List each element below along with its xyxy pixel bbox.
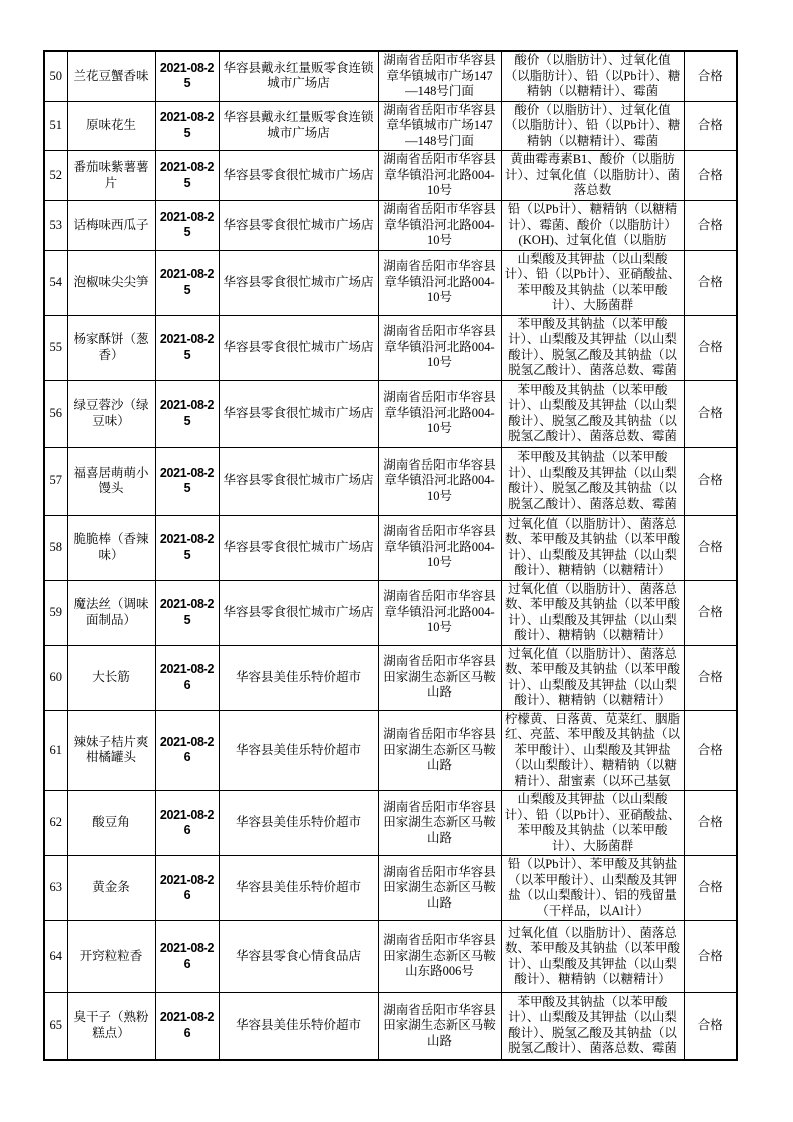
cell-store-address: 湖南省岳阳市华容县章华镇沿河北路004-10号 xyxy=(378,315,501,380)
cell-store-name: 华容县零食心情食品店 xyxy=(219,921,378,993)
cell-test-items: 过氧化值（以脂肪计）、菌落总数、苯甲酸及其钠盐（以苯甲酸计）、山梨酸及其钾盐（以山梨酸计）、糖精钠（以糖精计） xyxy=(501,645,684,710)
cell-sample-date: 2021-08-26 xyxy=(155,921,219,993)
cell-test-items: 酸价（以脂肪计）、过氧化值（以脂肪计）、铅（以Pb计）、糖精钠（以糖精计）、霉菌 xyxy=(501,101,684,151)
cell-product-name: 臭干子（熟粉糕点） xyxy=(67,993,155,1060)
cell-store-name: 华容县美佳乐特价超市 xyxy=(219,993,378,1060)
cell-store-address: 湖南省岳阳市华容县章华镇城市广场147—148号门面 xyxy=(378,51,501,101)
table-row xyxy=(44,380,737,447)
cell-sample-date: 2021-08-25 xyxy=(155,515,219,580)
cell-row-number: 54 xyxy=(44,250,67,315)
cell-result-badge: 合格 xyxy=(684,645,737,710)
cell-row-number: 61 xyxy=(44,710,67,791)
cell-store-address: 湖南省岳阳市华容县田家湖生态新区马鞍山东路006号 xyxy=(378,921,501,993)
cell-product-name: 开窍粒粒香 xyxy=(67,921,155,993)
table-row xyxy=(44,515,737,580)
cell-result-badge: 合格 xyxy=(684,250,737,315)
cell-product-name: 黄金条 xyxy=(67,856,155,921)
cell-sample-date: 2021-08-26 xyxy=(155,710,219,791)
inspection-results-table xyxy=(43,50,738,1061)
cell-store-address: 湖南省岳阳市华容县田家湖生态新区马鞍山路 xyxy=(378,993,501,1060)
cell-sample-date: 2021-08-26 xyxy=(155,993,219,1060)
cell-result-badge: 合格 xyxy=(684,447,737,515)
table-row xyxy=(44,921,737,993)
cell-sample-date: 2021-08-25 xyxy=(155,151,219,201)
cell-result-badge: 合格 xyxy=(684,710,737,791)
cell-test-items: 铅（以Pb计）、糖精钠（以糖精计）、霉菌、酸价（以脂肪计）(KOH)、过氧化值（以脂肪 xyxy=(501,201,684,251)
cell-store-name: 华容县戴永红量贩零食连锁城市广场店 xyxy=(219,101,378,151)
cell-result-badge: 合格 xyxy=(684,101,737,151)
cell-store-address: 湖南省岳阳市华容县章华镇沿河北路004-10号 xyxy=(378,250,501,315)
cell-test-items: 过氧化值（以脂肪计）、菌落总数、苯甲酸及其钠盐（以苯甲酸计）、山梨酸及其钾盐（以山梨酸计）、糖精钠（以糖精计） xyxy=(501,921,684,993)
cell-sample-date: 2021-08-26 xyxy=(155,856,219,921)
table-row xyxy=(44,645,737,710)
cell-store-address: 湖南省岳阳市华容县田家湖生态新区马鞍山路 xyxy=(378,645,501,710)
cell-row-number: 52 xyxy=(44,151,67,201)
cell-store-name: 华容县零食很忙城市广场店 xyxy=(219,580,378,645)
cell-store-name: 华容县零食很忙城市广场店 xyxy=(219,380,378,447)
cell-store-name: 华容县戴永红量贩零食连锁城市广场店 xyxy=(219,51,378,101)
cell-test-items: 柠檬黄、日落黄、苋菜红、胭脂红、亮蓝、苯甲酸及其钠盐（以苯甲酸计）、山梨酸及其钾盐（以山梨酸计）、糖精钠（以糖精计）、甜蜜素（以环己基氨 xyxy=(501,710,684,791)
cell-test-items: 苯甲酸及其钠盐（以苯甲酸计）、山梨酸及其钾盐（以山梨酸计）、脱氢乙酸及其钠盐（以脱氢乙酸计）、菌落总数、霉菌 xyxy=(501,315,684,380)
cell-test-items: 山梨酸及其钾盐（以山梨酸计）、铅（以Pb计）、亚硝酸盐、苯甲酸及其钠盐（以苯甲酸计）、大肠菌群 xyxy=(501,791,684,856)
cell-store-address: 湖南省岳阳市华容县章华镇沿河北路004-10号 xyxy=(378,447,501,515)
table-row xyxy=(44,993,737,1060)
cell-product-name: 魔法丝（调味面制品） xyxy=(67,580,155,645)
cell-store-name: 华容县零食很忙城市广场店 xyxy=(219,447,378,515)
cell-row-number: 53 xyxy=(44,201,67,251)
cell-product-name: 大长筋 xyxy=(67,645,155,710)
cell-sample-date: 2021-08-26 xyxy=(155,645,219,710)
cell-sample-date: 2021-08-25 xyxy=(155,51,219,101)
cell-sample-date: 2021-08-25 xyxy=(155,201,219,251)
table-row xyxy=(44,791,737,856)
cell-store-address: 湖南省岳阳市华容县章华镇沿河北路004-10号 xyxy=(378,515,501,580)
cell-test-items: 过氧化值（以脂肪计）、菌落总数、苯甲酸及其钠盐（以苯甲酸计）、山梨酸及其钾盐（以山梨酸计）、糖精钠（以糖精计） xyxy=(501,515,684,580)
cell-sample-date: 2021-08-25 xyxy=(155,447,219,515)
cell-test-items: 黄曲霉毒素B1、酸价（以脂肪计）、过氧化值（以脂肪计）、菌落总数 xyxy=(501,151,684,201)
cell-store-address: 湖南省岳阳市华容县田家湖生态新区马鞍山路 xyxy=(378,710,501,791)
cell-result-badge: 合格 xyxy=(684,315,737,380)
cell-store-address: 湖南省岳阳市华容县田家湖生态新区马鞍山路 xyxy=(378,856,501,921)
cell-result-badge: 合格 xyxy=(684,151,737,201)
cell-store-name: 华容县美佳乐特价超市 xyxy=(219,791,378,856)
cell-row-number: 64 xyxy=(44,921,67,993)
cell-result-badge: 合格 xyxy=(684,791,737,856)
cell-product-name: 辣妹子桔片爽柑橘罐头 xyxy=(67,710,155,791)
cell-store-address: 湖南省岳阳市华容县章华镇沿河北路004-10号 xyxy=(378,151,501,201)
cell-sample-date: 2021-08-25 xyxy=(155,315,219,380)
table-row xyxy=(44,710,737,791)
cell-product-name: 泡椒味尖尖笋 xyxy=(67,250,155,315)
cell-row-number: 59 xyxy=(44,580,67,645)
cell-store-name: 华容县零食很忙城市广场店 xyxy=(219,515,378,580)
cell-sample-date: 2021-08-25 xyxy=(155,101,219,151)
table-row xyxy=(44,250,737,315)
cell-row-number: 62 xyxy=(44,791,67,856)
cell-store-name: 华容县零食很忙城市广场店 xyxy=(219,151,378,201)
table-row xyxy=(44,315,737,380)
cell-store-address: 湖南省岳阳市华容县田家湖生态新区马鞍山路 xyxy=(378,791,501,856)
table-row xyxy=(44,101,737,151)
cell-test-items: 山梨酸及其钾盐（以山梨酸计）、铅（以Pb计）、亚硝酸盐、苯甲酸及其钠盐（以苯甲酸计）、大肠菌群 xyxy=(501,250,684,315)
cell-store-address: 湖南省岳阳市华容县章华镇城市广场147—148号门面 xyxy=(378,101,501,151)
cell-store-name: 华容县美佳乐特价超市 xyxy=(219,710,378,791)
cell-result-badge: 合格 xyxy=(684,515,737,580)
cell-store-name: 华容县美佳乐特价超市 xyxy=(219,645,378,710)
cell-result-badge: 合格 xyxy=(684,993,737,1060)
cell-row-number: 56 xyxy=(44,380,67,447)
cell-product-name: 福喜居萌萌小馒头 xyxy=(67,447,155,515)
cell-test-items: 过氧化值（以脂肪计）、菌落总数、苯甲酸及其钠盐（以苯甲酸计）、山梨酸及其钾盐（以山梨酸计）、糖精钠（以糖精计） xyxy=(501,580,684,645)
cell-row-number: 55 xyxy=(44,315,67,380)
cell-store-name: 华容县零食很忙城市广场店 xyxy=(219,250,378,315)
cell-sample-date: 2021-08-25 xyxy=(155,380,219,447)
cell-product-name: 话梅味西瓜子 xyxy=(67,201,155,251)
cell-store-name: 华容县美佳乐特价超市 xyxy=(219,856,378,921)
cell-result-badge: 合格 xyxy=(684,51,737,101)
cell-row-number: 57 xyxy=(44,447,67,515)
cell-product-name: 酸豆角 xyxy=(67,791,155,856)
cell-store-address: 湖南省岳阳市华容县章华镇沿河北路004-10号 xyxy=(378,201,501,251)
cell-result-badge: 合格 xyxy=(684,580,737,645)
cell-product-name: 兰花豆蟹香味 xyxy=(67,51,155,101)
cell-row-number: 65 xyxy=(44,993,67,1060)
cell-sample-date: 2021-08-26 xyxy=(155,791,219,856)
cell-result-badge: 合格 xyxy=(684,380,737,447)
cell-row-number: 50 xyxy=(44,51,67,101)
cell-store-name: 华容县零食很忙城市广场店 xyxy=(219,201,378,251)
table-row xyxy=(44,51,737,101)
inspection-table-body xyxy=(44,51,737,1060)
cell-test-items: 铅（以Pb计）、苯甲酸及其钠盐（以苯甲酸计）、山梨酸及其钾盐（以山梨酸计）、铝的残留量（干样品，以Al计） xyxy=(501,856,684,921)
table-row xyxy=(44,580,737,645)
cell-test-items: 酸价（以脂肪计）、过氧化值（以脂肪计）、铅（以Pb计）、糖精钠（以糖精计）、霉菌 xyxy=(501,51,684,101)
cell-store-name: 华容县零食很忙城市广场店 xyxy=(219,315,378,380)
cell-test-items: 苯甲酸及其钠盐（以苯甲酸计）、山梨酸及其钾盐（以山梨酸计）、脱氢乙酸及其钠盐（以脱氢乙酸计）、菌落总数、霉菌 xyxy=(501,993,684,1060)
table-row xyxy=(44,856,737,921)
cell-product-name: 原味花生 xyxy=(67,101,155,151)
table-row xyxy=(44,447,737,515)
cell-product-name: 绿豆蓉沙（绿豆味） xyxy=(67,380,155,447)
table-row xyxy=(44,201,737,251)
cell-product-name: 脆脆棒（香辣味） xyxy=(67,515,155,580)
cell-product-name: 番茄味紫薯薯片 xyxy=(67,151,155,201)
cell-row-number: 51 xyxy=(44,101,67,151)
cell-result-badge: 合格 xyxy=(684,921,737,993)
cell-store-address: 湖南省岳阳市华容县章华镇沿河北路004-10号 xyxy=(378,580,501,645)
cell-row-number: 60 xyxy=(44,645,67,710)
cell-row-number: 58 xyxy=(44,515,67,580)
cell-store-address: 湖南省岳阳市华容县章华镇沿河北路004-10号 xyxy=(378,380,501,447)
cell-sample-date: 2021-08-25 xyxy=(155,250,219,315)
cell-sample-date: 2021-08-25 xyxy=(155,580,219,645)
cell-row-number: 63 xyxy=(44,856,67,921)
table-row xyxy=(44,151,737,201)
cell-result-badge: 合格 xyxy=(684,201,737,251)
cell-test-items: 苯甲酸及其钠盐（以苯甲酸计）、山梨酸及其钾盐（以山梨酸计）、脱氢乙酸及其钠盐（以脱氢乙酸计）、菌落总数、霉菌 xyxy=(501,380,684,447)
cell-test-items: 苯甲酸及其钠盐（以苯甲酸计）、山梨酸及其钾盐（以山梨酸计）、脱氢乙酸及其钠盐（以脱氢乙酸计）、菌落总数、霉菌 xyxy=(501,447,684,515)
cell-result-badge: 合格 xyxy=(684,856,737,921)
cell-product-name: 杨家酥饼（葱香） xyxy=(67,315,155,380)
